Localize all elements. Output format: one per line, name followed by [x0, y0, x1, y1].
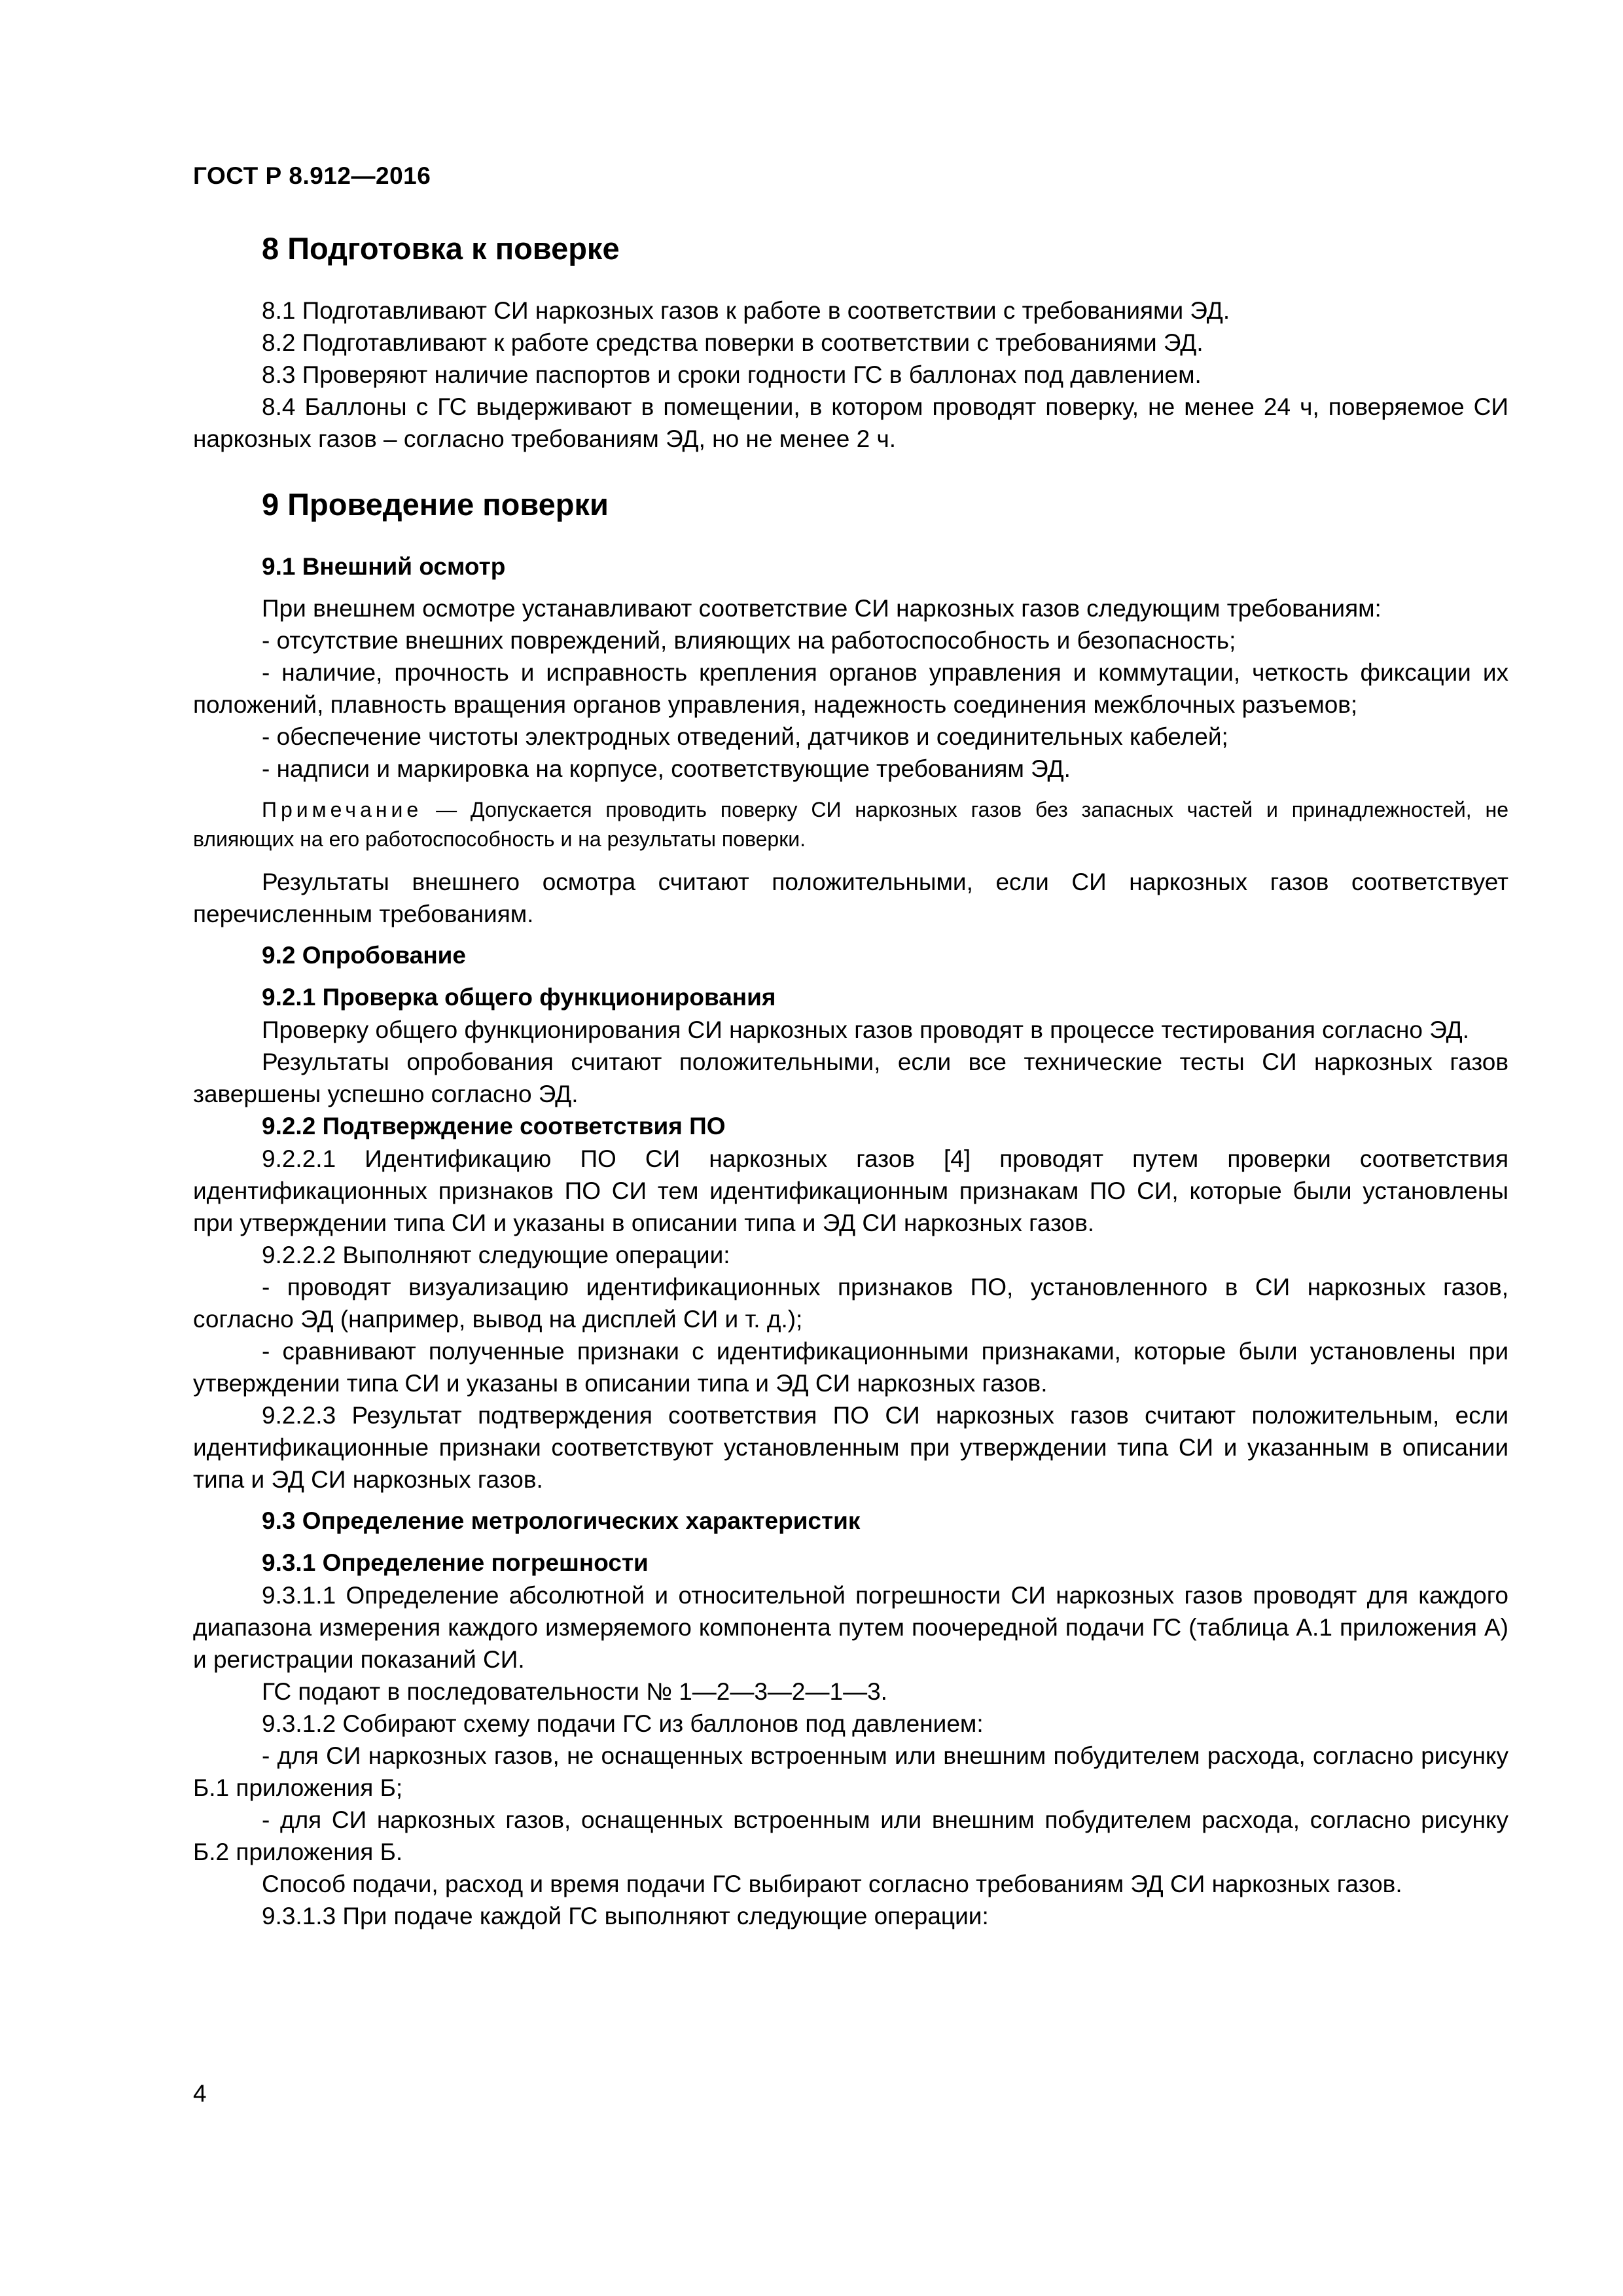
subsection-9-2-1-title: 9.2.1 Проверка общего функционирования — [262, 984, 776, 1011]
para-9-2-2-3: 9.2.2.3 Результат подтверждения соответствия ПО СИ наркозных газов считают положительным, если идентификационные признаки соответствуют установленным при утверждении типа СИ и указанным в описании типа и ЭД СИ наркозных газов. — [193, 1402, 1508, 1493]
para-9-2-1-a: Проверку общего функционирования СИ наркозных газов проводят в процессе тестирования согласно ЭД. — [262, 1016, 1469, 1043]
subsection-9-1-title: 9.1 Внешний осмотр — [262, 553, 506, 580]
list-item: - обеспечение чистоты электродных отведений, датчиков и соединительных кабелей; — [262, 723, 1228, 750]
subsection-9-2-title: 9.2 Опробование — [262, 942, 467, 969]
para-9-2-2-2: 9.2.2.2 Выполняют следующие операции: — [262, 1242, 730, 1268]
subsection-9-2-2-title: 9.2.2 Подтверждение соответствия ПО — [262, 1113, 726, 1139]
list-item: - наличие, прочность и исправность крепления органов управления и коммутации, четкость фиксации их положений, плавность вращения органов управления, надежность соединения межблочных разъемов; — [193, 659, 1508, 718]
document-header: ГОСТ Р 8.912—2016 — [193, 162, 431, 189]
para-8-3: 8.3 Проверяют наличие паспортов и сроки годности ГС в баллонах под давлением. — [262, 361, 1202, 388]
para-9-3-1-2-method: Способ подачи, расход и время подачи ГС выбирают согласно требованиям ЭД СИ наркозных газов. — [262, 1871, 1402, 1897]
para-9-3-1-3: 9.3.1.3 При подаче каждой ГС выполняют следующие операции: — [262, 1903, 989, 1929]
para-9-2-2-1: 9.2.2.1 Идентификацию ПО СИ наркозных газов [4] проводят путем проверки соответствия идентификационных признаков ПО СИ тем идентификационным признакам ПО СИ, которые были установлены при утверждении типа СИ и указаны в описании типа и ЭД СИ наркозных газов. — [193, 1145, 1508, 1236]
para-9-3-1-2: 9.3.1.2 Собирают схему подачи ГС из баллонов под давлением: — [262, 1710, 984, 1737]
document-body — [193, 229, 1508, 1932]
section-9-title: 9 Проведение поверки — [262, 487, 609, 522]
subsection-9-3-title: 9.3 Определение метрологических характеристик — [262, 1507, 861, 1534]
para-8-4: 8.4 Баллоны с ГС выдерживают в помещении, в котором проводят поверку, не менее 24 ч, поверяемое СИ наркозных газов – согласно требованиям ЭД, но не менее 2 ч. — [193, 393, 1508, 452]
list-item: - отсутствие внешних повреждений, влияющих на работоспособность и безопасность; — [262, 627, 1236, 654]
note-label: Примечание — [262, 798, 423, 821]
para-9-1-result: Результаты внешнего осмотра считают положительными, если СИ наркозных газов соответствует перечисленным требованиям. — [193, 869, 1508, 927]
note — [193, 795, 1508, 854]
section-8-title: 8 Подготовка к поверке — [262, 231, 620, 266]
subsection-9-3-1-title: 9.3.1 Определение погрешности — [262, 1549, 649, 1576]
para-9-3-1-1: 9.3.1.1 Определение абсолютной и относительной погрешности СИ наркозных газов проводят для каждого диапазона измерения каждого измеряемого компонента путем поочередной подачи ГС (таблица А.1 приложения А) и регистрации показаний СИ. — [193, 1582, 1508, 1673]
para-9-1-intro: При внешнем осмотре устанавливают соответствие СИ наркозных газов следующим требованиям: — [262, 595, 1382, 622]
list-item: - надписи и маркировка на корпусе, соответствующие требованиям ЭД. — [262, 755, 1071, 782]
list-item: - для СИ наркозных газов, оснащенных встроенным или внешним побудителем расхода, согласно рисунку Б.2 приложения Б. — [193, 1806, 1508, 1865]
list-item: - для СИ наркозных газов, не оснащенных встроенным или внешним побудителем расхода, согласно рисунку Б.1 приложения Б; — [193, 1742, 1508, 1801]
page-number: 4 — [193, 2080, 207, 2107]
para-8-2: 8.2 Подготавливают к работе средства поверки в соответствии с требованиями ЭД. — [262, 329, 1204, 356]
list-item: - проводят визуализацию идентификационных признаков ПО, установленного в СИ наркозных газов, согласно ЭД (например, вывод на дисплей СИ и т. д.); — [193, 1274, 1508, 1333]
note-text: — Допускается проводить поверку СИ наркозных газов без запасных частей и принадлежностей, не влияющих на его работоспособность и на результаты поверки. — [193, 798, 1508, 851]
list-item: - сравнивают полученные признаки с идентификационными признаками, которые были установлены при утверждении типа СИ и указаны в описании типа и ЭД СИ наркозных газов. — [193, 1338, 1508, 1397]
para-9-2-1-b: Результаты опробования считают положительными, если все технические тесты СИ наркозных газов завершены успешно согласно ЭД. — [193, 1049, 1508, 1107]
para-8-1: 8.1 Подготавливают СИ наркозных газов к работе в соответствии с требованиями ЭД. — [262, 297, 1230, 324]
para-9-3-1-1-sequence: ГС подают в последовательности № 1—2—3—2—1—3. — [262, 1678, 887, 1705]
